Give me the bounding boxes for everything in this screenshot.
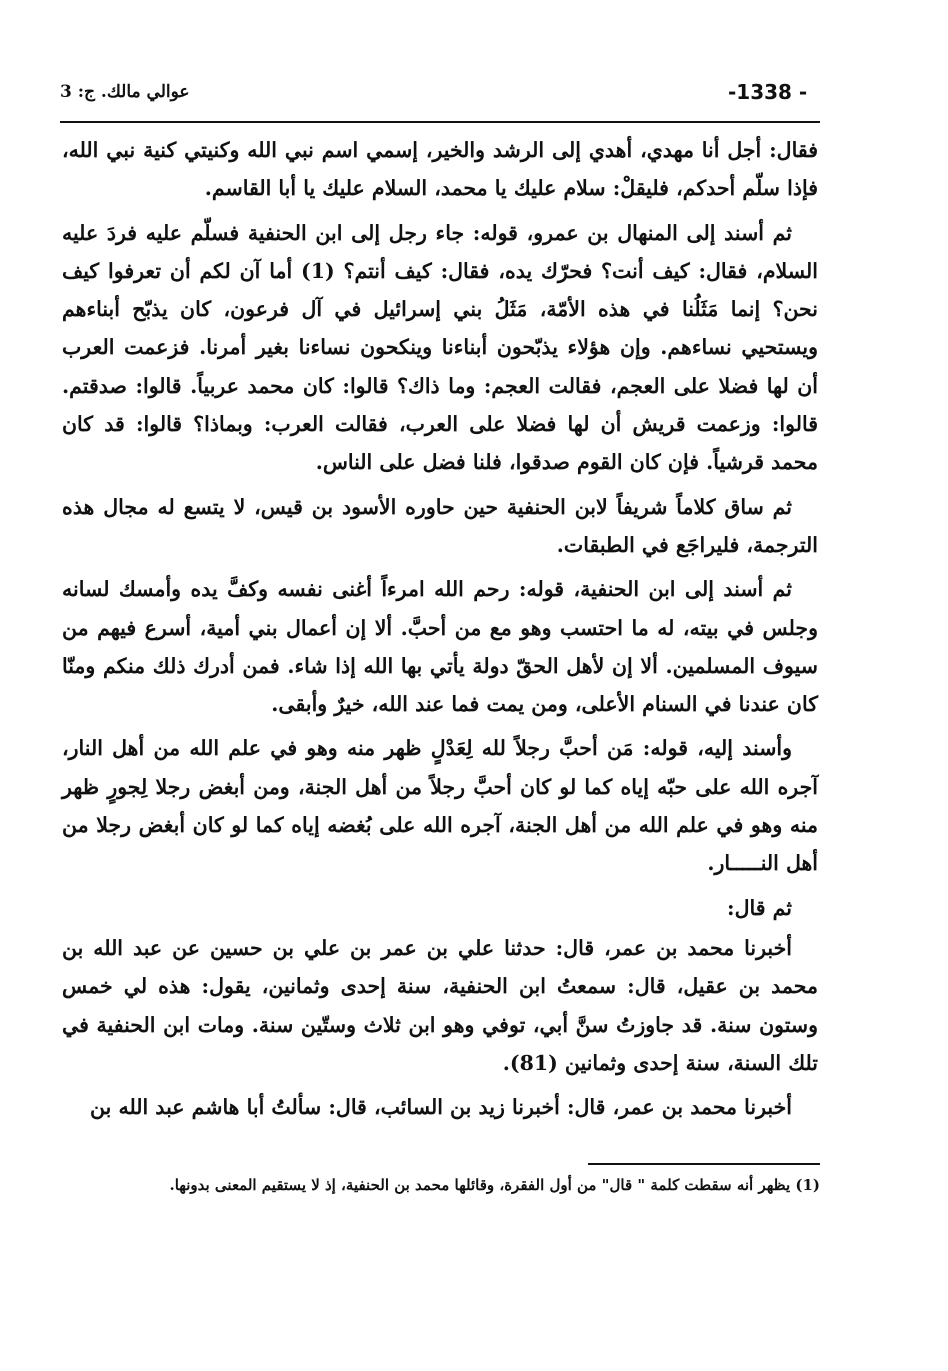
page-header [60,80,820,114]
running-title: عوالي مالك. ج: 3 [60,82,190,102]
paragraph-2: ثم أسند إلى المنهال بن عمرو، قوله: جاء رجل إلى ابن الحنفية فسلّم عليه فردَ عليه السلام، فقال: كيف أنت؟ فحرّك يده، فقال: كيف أنتم؟ (1) أما آن لكم أن تعرفوا كيف نحن؟ إنما مَثَلُنا في هذه الأمّة، مَثَلُ بني إسرائيل في آل فرعون، كان يذبّح أبناءهم ويستحيي نساءهم. وإن هؤلاء يذبّحون أبناءنا وينكحون نساءنا بغير أمرنا. فزعمت العرب أن لها فضلا على العجم، فقالت العجم: وما ذاك؟ قالوا: كان محمد عربياً. قالوا: صدقتم. قالوا: وزعمت قريش أن لها فضلا على العرب، فقالت العرب: وبماذا؟ قالوا: قد كان محمد قرشياً. فإن كان القوم صدقوا، فلنا فضل على الناس. [62,220,818,475]
paragraph-7: أخبرنا محمد بن عمر، قال: حدثنا علي بن عمر بن علي بن حسين عن عبد الله بن محمد بن عقيل، قال: سمعتُ ابن الحنفية، سنة إحدى وثمانين، يقول: هذه لي خمس وستون سنة. قد جاوزتُ سنَّ أبي، توفي وهو ابن ثلاث وستّين سنة. ومات ابن الحنفية في تلك السنة، سنة إحدى وثمانين (81). [62,935,818,1075]
header-divider [60,121,820,123]
main-text [62,131,818,1132]
paragraph-6: ثم قال: [727,895,792,920]
paragraph-3: ثم ساق كلاماً شريفاً لابن الحنفية حين حاوره الأسود بن قيس، لا يتسع له مجال هذه الترجمة، فليراجَع في الطبقات. [62,494,818,557]
footnote: (1) يظهر أنه سقطت كلمة " قال" من أول الفقرة، وقائلها محمد بن الحنفية، إذ لا يستقيم المعنى بدونها. [169,1176,820,1194]
footnote-divider [588,1163,820,1165]
paragraph-5: وأسند إليه، قوله: مَن أحبَّ رجلاً لله لِعَدْلٍ ظهر منه وهو في علم الله من أهل النار، آجره الله على حبّه إياه كما لو كان أحبَّ رجلاً من أهل الجنة، ومن أبغض رجلا لِجورٍ ظهر منه وهو في علم الله من أهل الجنة، آجره الله على بُغضه إياه كما لو كان أبغض رجلا من أهل النـــــار. [62,736,818,876]
paragraph-4: ثم أسند إلى ابن الحنفية، قوله: رحم الله امرءاً أغنى نفسه وكفَّ يده وأمسك لسانه وجلس في بيته، له ما احتسب وهو مع من أحبَّ. ألا إن أعمال بني أمية، أسرع فيهم من سيوف المسلمين. ألا إن لأهل الحقّ دولة يأتي بها الله إذا شاء. فمن أدرك ذلك منكم ومنّا كان عندنا في السنام الأعلى، ومن يمت فما عند الله، خيرٌ وأبقى. [62,577,818,717]
paragraph-1: فقال: أجل أنا مهدي، أهدي إلى الرشد والخير، إسمي اسم نبي الله وكنيتي كنية نبي الله، فإذا سلّم أحدكم، فليقلْ: سلام عليك يا محمد، السلام عليك يا أبا القاسم. [62,138,818,201]
page-number: -1338 - [728,80,808,104]
paragraph-8: أخبرنا محمد بن عمر، قال: أخبرنا زيد بن السائب، قال: سألتُ أبا هاشم عبد الله بن [90,1095,792,1120]
